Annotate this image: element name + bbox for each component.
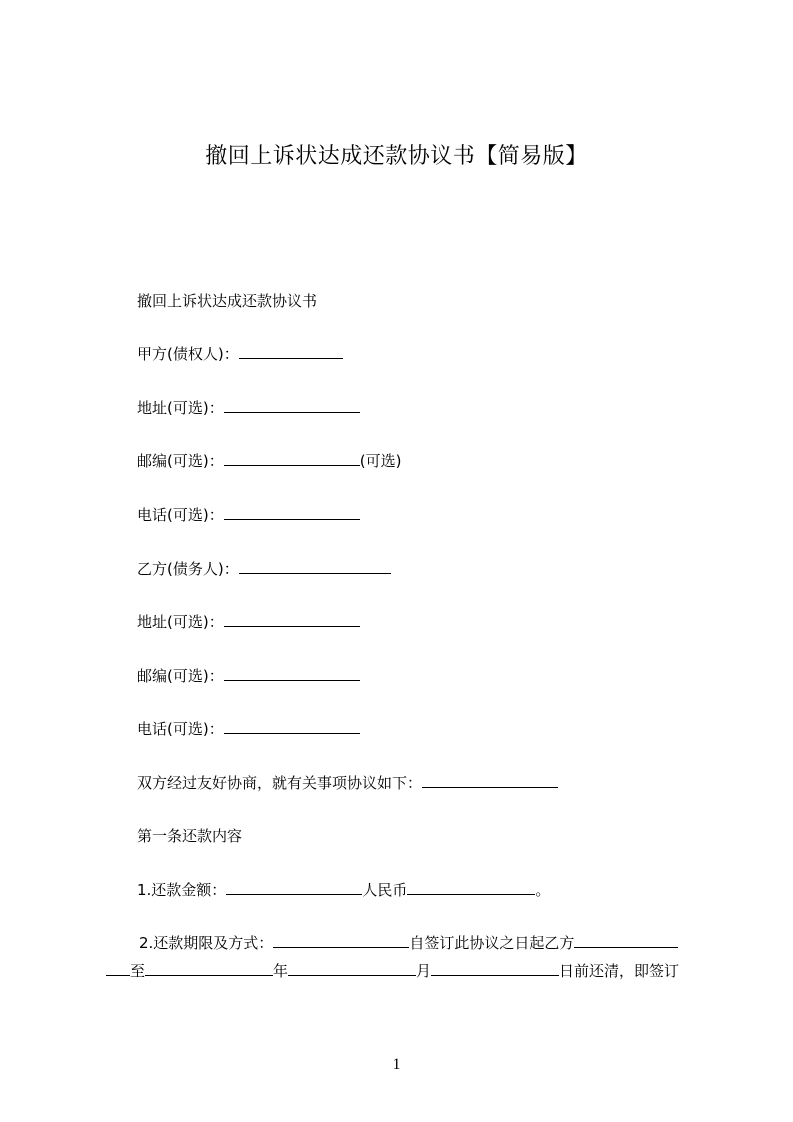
party-b-postcode-line	[137, 665, 360, 687]
party-a-postcode-line	[137, 450, 401, 472]
item1-label: 1.还款金额：	[137, 881, 227, 899]
item2-lead-blank[interactable]	[106, 960, 130, 976]
party-a-phone-line	[137, 504, 360, 526]
party-a-line	[137, 343, 343, 365]
party-a-postcode-blank[interactable]	[224, 450, 360, 466]
party-a-address-label: 地址(可选)：	[137, 399, 224, 417]
item1-end: 。	[535, 881, 551, 899]
item1-rmb-blank[interactable]	[407, 879, 535, 895]
item2-line-2	[106, 960, 679, 982]
item1-middle: 人民币	[362, 881, 408, 899]
item2-year-blank[interactable]	[145, 960, 273, 976]
party-b-postcode-blank[interactable]	[224, 665, 360, 681]
item1-line	[137, 879, 550, 901]
item2-label: 2.还款期限及方式：	[139, 934, 274, 952]
item2-zhi: 至	[130, 962, 146, 980]
item1-amount-blank[interactable]	[226, 879, 362, 895]
party-b-phone-line	[137, 718, 360, 740]
party-a-address-line	[137, 397, 360, 419]
agreement-intro: 双方经过友好协商，就有关事项协议如下：	[137, 774, 423, 792]
item2-method-blank[interactable]	[273, 932, 409, 948]
party-b-blank[interactable]	[239, 558, 391, 574]
agreement-intro-line	[137, 772, 558, 794]
party-a-postcode-label: 邮编(可选)：	[137, 452, 224, 470]
party-b-phone-blank[interactable]	[224, 718, 360, 734]
party-b-phone-label: 电话(可选)：	[137, 720, 224, 738]
party-a-phone-label: 电话(可选)：	[137, 506, 224, 524]
agreement-intro-blank[interactable]	[422, 772, 558, 788]
party-a-phone-blank[interactable]	[224, 504, 360, 520]
party-a-postcode-suffix: (可选)	[359, 452, 402, 470]
page-number: 1	[392, 1056, 401, 1073]
item2-day-blank[interactable]	[431, 960, 559, 976]
item2-party-b-blank[interactable]	[574, 932, 678, 948]
item2-month-blank[interactable]	[288, 960, 416, 976]
item2-yue: 月	[416, 962, 432, 980]
party-b-postcode-label: 邮编(可选)：	[137, 667, 224, 685]
party-b-label: 乙方(债务人)：	[137, 560, 239, 578]
party-a-blank[interactable]	[239, 343, 343, 359]
document-title: 撤回上诉状达成还款协议书【简易版】	[205, 144, 588, 169]
party-a-label: 甲方(债权人)：	[137, 345, 239, 363]
item2-end: 日前还清，即签订	[559, 962, 680, 980]
item2-nian: 年	[273, 962, 289, 980]
party-b-address-line	[137, 611, 360, 633]
item2-line-1	[139, 932, 678, 954]
document-subtitle: 撤回上诉状达成还款协议书	[137, 292, 318, 310]
party-b-line	[137, 558, 391, 580]
party-b-address-blank[interactable]	[224, 611, 360, 627]
party-a-address-blank[interactable]	[224, 397, 360, 413]
article1-heading: 第一条还款内容	[137, 827, 243, 845]
item2-text1: 自签订此协议之日起乙方	[409, 934, 575, 952]
party-b-address-label: 地址(可选)：	[137, 613, 224, 631]
